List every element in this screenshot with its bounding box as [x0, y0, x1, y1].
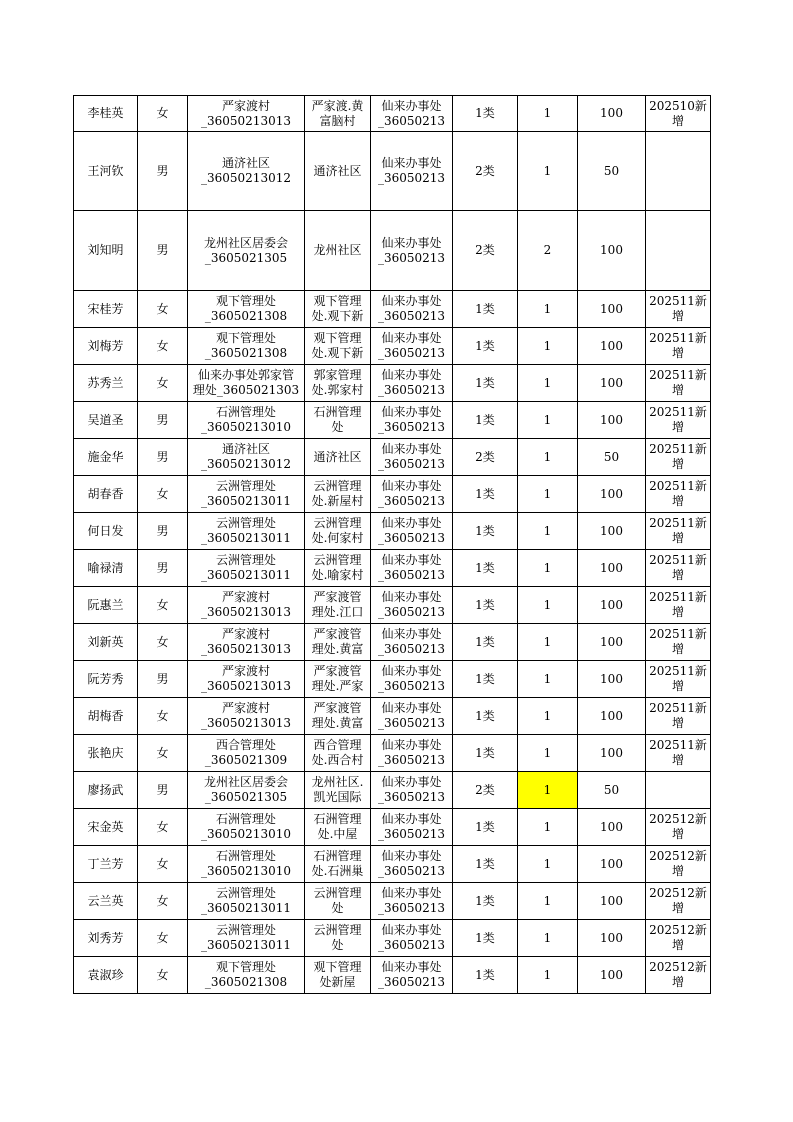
- category-cell: 1类: [453, 698, 518, 735]
- table-row: [74, 365, 711, 402]
- address-cell: 严家渡管 理处.黄富: [305, 624, 371, 661]
- count-cell: 1: [518, 698, 578, 735]
- address-cell: 云洲管理 处.喻家村: [305, 550, 371, 587]
- village-code-cell: 观下管理处 _3605021308: [188, 291, 305, 328]
- person-name-cell: 李桂英: [74, 96, 138, 132]
- category-cell: 1类: [453, 883, 518, 920]
- category-cell: 1类: [453, 661, 518, 698]
- gender-cell: 男: [138, 513, 188, 550]
- address-cell: 通济社区: [305, 132, 371, 211]
- office-code-cell: 仙来办事处 _36050213: [371, 809, 453, 846]
- table-row: [74, 809, 711, 846]
- count-cell: 1: [518, 661, 578, 698]
- person-name-cell: 阮芳秀: [74, 661, 138, 698]
- category-cell: 1类: [453, 735, 518, 772]
- person-name-cell: 施金华: [74, 439, 138, 476]
- count-cell: 1: [518, 439, 578, 476]
- person-name-cell: 袁淑珍: [74, 957, 138, 994]
- amount-cell: 100: [578, 809, 646, 846]
- address-cell: 石洲管理 处.石洲巢: [305, 846, 371, 883]
- table-row: [74, 132, 711, 211]
- address-cell: 严家渡管 理处.江口: [305, 587, 371, 624]
- office-code-cell: 仙来办事处 _36050213: [371, 883, 453, 920]
- address-cell: 云洲管理 处: [305, 920, 371, 957]
- person-name-cell: 张艳庆: [74, 735, 138, 772]
- address-cell: 通济社区: [305, 439, 371, 476]
- address-cell: 严家渡管 理处.黄富: [305, 698, 371, 735]
- office-code-cell: 仙来办事处 _36050213: [371, 735, 453, 772]
- village-code-cell: 通济社区 _36050213012: [188, 132, 305, 211]
- village-code-cell: 仙来办事处郭家管 理处_3605021303: [188, 365, 305, 402]
- office-code-cell: 仙来办事处 _36050213: [371, 476, 453, 513]
- person-name-cell: 宋桂芳: [74, 291, 138, 328]
- address-cell: 石洲管理 处.中屋: [305, 809, 371, 846]
- gender-cell: 女: [138, 96, 188, 132]
- person-name-cell: 丁兰芳: [74, 846, 138, 883]
- note-cell: 202511新 增: [646, 550, 711, 587]
- note-cell: 202512新 增: [646, 920, 711, 957]
- gender-cell: 女: [138, 624, 188, 661]
- person-name-cell: 阮惠兰: [74, 587, 138, 624]
- office-code-cell: 仙来办事处 _36050213: [371, 402, 453, 439]
- records-table-body: [74, 96, 711, 994]
- person-name-cell: 廖扬武: [74, 772, 138, 809]
- person-name-cell: 刘知明: [74, 211, 138, 291]
- table-row: [74, 587, 711, 624]
- gender-cell: 女: [138, 957, 188, 994]
- gender-cell: 女: [138, 920, 188, 957]
- note-cell: 202511新 增: [646, 291, 711, 328]
- count-cell: 1: [518, 476, 578, 513]
- address-cell: 西合管理 处.西合村: [305, 735, 371, 772]
- village-code-cell: 龙州社区居委会 _3605021305: [188, 211, 305, 291]
- amount-cell: 100: [578, 291, 646, 328]
- gender-cell: 女: [138, 291, 188, 328]
- note-cell: 202511新 增: [646, 365, 711, 402]
- office-code-cell: 仙来办事处 _36050213: [371, 587, 453, 624]
- note-cell: 202511新 增: [646, 402, 711, 439]
- count-cell: 1: [518, 624, 578, 661]
- address-cell: 龙州社区. 凯光国际: [305, 772, 371, 809]
- office-code-cell: 仙来办事处 _36050213: [371, 132, 453, 211]
- count-cell: 1: [518, 957, 578, 994]
- category-cell: 1类: [453, 291, 518, 328]
- village-code-cell: 云洲管理处 _36050213011: [188, 476, 305, 513]
- gender-cell: 女: [138, 476, 188, 513]
- table-row: [74, 550, 711, 587]
- person-name-cell: 苏秀兰: [74, 365, 138, 402]
- table-row: [74, 698, 711, 735]
- table-row: [74, 96, 711, 132]
- address-cell: 严家渡管 理处.严家: [305, 661, 371, 698]
- count-cell: 1: [518, 883, 578, 920]
- amount-cell: 100: [578, 846, 646, 883]
- note-cell: [646, 132, 711, 211]
- village-code-cell: 石洲管理处 _36050213010: [188, 846, 305, 883]
- person-name-cell: 喻禄清: [74, 550, 138, 587]
- address-cell: 观下管理 处.观下新: [305, 291, 371, 328]
- address-cell: 观下管理 处.观下新: [305, 328, 371, 365]
- category-cell: 1类: [453, 809, 518, 846]
- amount-cell: 100: [578, 402, 646, 439]
- office-code-cell: 仙来办事处 _36050213: [371, 698, 453, 735]
- village-code-cell: 通济社区 _36050213012: [188, 439, 305, 476]
- count-cell: 1: [518, 513, 578, 550]
- village-code-cell: 龙州社区居委会 _3605021305: [188, 772, 305, 809]
- table-row: [74, 328, 711, 365]
- table-row: [74, 624, 711, 661]
- count-cell: 1: [518, 550, 578, 587]
- person-name-cell: 王河钦: [74, 132, 138, 211]
- gender-cell: 女: [138, 735, 188, 772]
- amount-cell: 50: [578, 772, 646, 809]
- amount-cell: 100: [578, 735, 646, 772]
- note-cell: 202511新 增: [646, 698, 711, 735]
- address-cell: 观下管理 处新屋: [305, 957, 371, 994]
- table-row: [74, 402, 711, 439]
- office-code-cell: 仙来办事处 _36050213: [371, 661, 453, 698]
- category-cell: 2类: [453, 772, 518, 809]
- count-cell: 1: [518, 328, 578, 365]
- table-row: [74, 920, 711, 957]
- table-row: [74, 476, 711, 513]
- table-row: [74, 846, 711, 883]
- gender-cell: 男: [138, 132, 188, 211]
- office-code-cell: 仙来办事处 _36050213: [371, 328, 453, 365]
- category-cell: 1类: [453, 96, 518, 132]
- category-cell: 1类: [453, 957, 518, 994]
- amount-cell: 100: [578, 513, 646, 550]
- village-code-cell: 云洲管理处 _36050213011: [188, 920, 305, 957]
- table-row: [74, 661, 711, 698]
- office-code-cell: 仙来办事处 _36050213: [371, 291, 453, 328]
- note-cell: 202512新 增: [646, 957, 711, 994]
- amount-cell: 100: [578, 587, 646, 624]
- category-cell: 1类: [453, 587, 518, 624]
- category-cell: 1类: [453, 846, 518, 883]
- amount-cell: 50: [578, 439, 646, 476]
- gender-cell: 男: [138, 550, 188, 587]
- address-cell: 龙州社区: [305, 211, 371, 291]
- gender-cell: 女: [138, 698, 188, 735]
- category-cell: 1类: [453, 365, 518, 402]
- office-code-cell: 仙来办事处 _36050213: [371, 365, 453, 402]
- person-name-cell: 何日发: [74, 513, 138, 550]
- village-code-cell: 观下管理处 _3605021308: [188, 328, 305, 365]
- note-cell: 202511新 增: [646, 439, 711, 476]
- category-cell: 1类: [453, 513, 518, 550]
- category-cell: 1类: [453, 476, 518, 513]
- office-code-cell: 仙来办事处 _36050213: [371, 846, 453, 883]
- category-cell: 2类: [453, 132, 518, 211]
- table-row: [74, 883, 711, 920]
- office-code-cell: 仙来办事处 _36050213: [371, 624, 453, 661]
- note-cell: 202511新 增: [646, 476, 711, 513]
- count-cell: 1: [518, 132, 578, 211]
- person-name-cell: 胡梅香: [74, 698, 138, 735]
- count-cell: 1: [518, 809, 578, 846]
- address-cell: 严家渡.黄 富脑村: [305, 96, 371, 132]
- note-cell: 202512新 增: [646, 809, 711, 846]
- amount-cell: 100: [578, 328, 646, 365]
- note-cell: 202510新 增: [646, 96, 711, 132]
- amount-cell: 100: [578, 624, 646, 661]
- person-name-cell: 刘梅芳: [74, 328, 138, 365]
- gender-cell: 女: [138, 809, 188, 846]
- amount-cell: 100: [578, 96, 646, 132]
- address-cell: 石洲管理 处: [305, 402, 371, 439]
- gender-cell: 男: [138, 402, 188, 439]
- table-row: [74, 211, 711, 291]
- gender-cell: 男: [138, 772, 188, 809]
- table-row: [74, 772, 711, 809]
- count-cell: 1: [518, 772, 578, 809]
- note-cell: 202511新 增: [646, 513, 711, 550]
- amount-cell: 100: [578, 550, 646, 587]
- table-row: [74, 291, 711, 328]
- person-name-cell: 云兰英: [74, 883, 138, 920]
- office-code-cell: 仙来办事处 _36050213: [371, 96, 453, 132]
- office-code-cell: 仙来办事处 _36050213: [371, 920, 453, 957]
- note-cell: 202512新 增: [646, 846, 711, 883]
- amount-cell: 100: [578, 920, 646, 957]
- note-cell: 202511新 增: [646, 624, 711, 661]
- table-row: [74, 439, 711, 476]
- amount-cell: 100: [578, 211, 646, 291]
- gender-cell: 男: [138, 211, 188, 291]
- gender-cell: 女: [138, 365, 188, 402]
- address-cell: 郭家管理 处.郭家村: [305, 365, 371, 402]
- table-row: [74, 957, 711, 994]
- address-cell: 云洲管理 处.新屋村: [305, 476, 371, 513]
- category-cell: 1类: [453, 920, 518, 957]
- count-cell: 1: [518, 920, 578, 957]
- gender-cell: 女: [138, 328, 188, 365]
- count-cell: 1: [518, 735, 578, 772]
- address-cell: 云洲管理 处.何家村: [305, 513, 371, 550]
- count-cell: 2: [518, 211, 578, 291]
- amount-cell: 100: [578, 365, 646, 402]
- count-cell: 1: [518, 365, 578, 402]
- category-cell: 2类: [453, 211, 518, 291]
- category-cell: 1类: [453, 550, 518, 587]
- count-cell: 1: [518, 291, 578, 328]
- village-code-cell: 观下管理处 _3605021308: [188, 957, 305, 994]
- count-cell: 1: [518, 587, 578, 624]
- table-row: [74, 513, 711, 550]
- village-code-cell: 严家渡村 _36050213013: [188, 96, 305, 132]
- village-code-cell: 西合管理处 _3605021309: [188, 735, 305, 772]
- village-code-cell: 石洲管理处 _36050213010: [188, 809, 305, 846]
- note-cell: 202511新 增: [646, 661, 711, 698]
- address-cell: 云洲管理 处: [305, 883, 371, 920]
- village-code-cell: 严家渡村 _36050213013: [188, 587, 305, 624]
- gender-cell: 男: [138, 661, 188, 698]
- office-code-cell: 仙来办事处 _36050213: [371, 513, 453, 550]
- count-cell: 1: [518, 402, 578, 439]
- office-code-cell: 仙来办事处 _36050213: [371, 211, 453, 291]
- person-name-cell: 胡春香: [74, 476, 138, 513]
- village-code-cell: 云洲管理处 _36050213011: [188, 550, 305, 587]
- amount-cell: 100: [578, 957, 646, 994]
- amount-cell: 100: [578, 476, 646, 513]
- office-code-cell: 仙来办事处 _36050213: [371, 550, 453, 587]
- village-code-cell: 严家渡村 _36050213013: [188, 698, 305, 735]
- note-cell: 202511新 增: [646, 587, 711, 624]
- office-code-cell: 仙来办事处 _36050213: [371, 957, 453, 994]
- count-cell: 1: [518, 846, 578, 883]
- records-table: [73, 95, 711, 994]
- category-cell: 2类: [453, 439, 518, 476]
- village-code-cell: 云洲管理处 _36050213011: [188, 513, 305, 550]
- note-cell: 202512新 增: [646, 883, 711, 920]
- village-code-cell: 严家渡村 _36050213013: [188, 661, 305, 698]
- note-cell: [646, 772, 711, 809]
- gender-cell: 女: [138, 883, 188, 920]
- person-name-cell: 刘新英: [74, 624, 138, 661]
- category-cell: 1类: [453, 328, 518, 365]
- village-code-cell: 严家渡村 _36050213013: [188, 624, 305, 661]
- note-cell: 202511新 增: [646, 328, 711, 365]
- gender-cell: 女: [138, 846, 188, 883]
- gender-cell: 男: [138, 439, 188, 476]
- person-name-cell: 刘秀芳: [74, 920, 138, 957]
- office-code-cell: 仙来办事处 _36050213: [371, 439, 453, 476]
- amount-cell: 100: [578, 661, 646, 698]
- category-cell: 1类: [453, 624, 518, 661]
- village-code-cell: 云洲管理处 _36050213011: [188, 883, 305, 920]
- category-cell: 1类: [453, 402, 518, 439]
- person-name-cell: 宋金英: [74, 809, 138, 846]
- amount-cell: 100: [578, 698, 646, 735]
- amount-cell: 100: [578, 883, 646, 920]
- person-name-cell: 吴道圣: [74, 402, 138, 439]
- gender-cell: 女: [138, 587, 188, 624]
- note-cell: [646, 211, 711, 291]
- office-code-cell: 仙来办事处 _36050213: [371, 772, 453, 809]
- count-cell: 1: [518, 96, 578, 132]
- village-code-cell: 石洲管理处 _36050213010: [188, 402, 305, 439]
- table-row: [74, 735, 711, 772]
- amount-cell: 50: [578, 132, 646, 211]
- note-cell: 202511新 增: [646, 735, 711, 772]
